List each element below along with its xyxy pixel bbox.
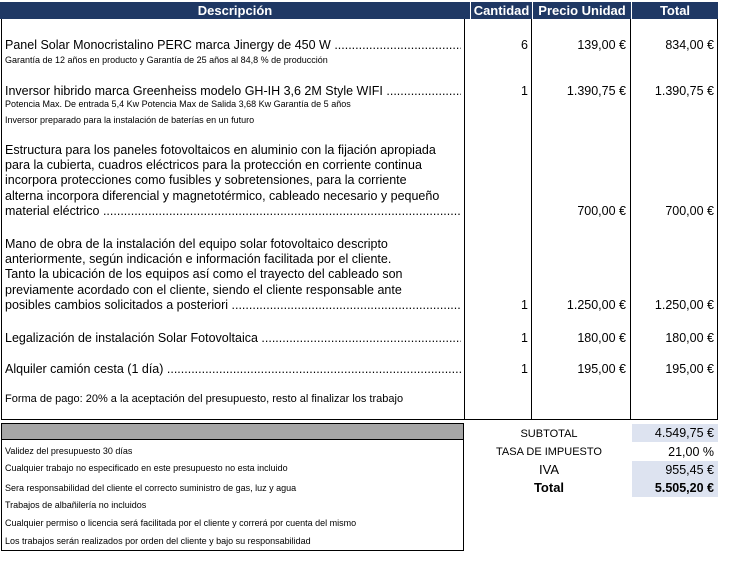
- item-3-price: 700,00 €: [577, 204, 626, 218]
- border-left: [1, 19, 2, 420]
- footer-note: Validez del presupuesto 30 días: [5, 446, 133, 456]
- item-6-total: 195,00 €: [665, 362, 714, 376]
- item-1-qty: 6: [521, 38, 528, 52]
- item-2-total: 1.390,75 €: [654, 84, 714, 98]
- payment-terms: Forma de pago: 20% a la aceptación del presupuesto, resto al finalizar los trabajo: [5, 393, 404, 405]
- footer-note: Trabajos de albañilería no incluidos: [5, 500, 147, 510]
- item-6-description: Alquiler camión cesta (1 día) .....: [5, 362, 461, 378]
- header-total: Total: [632, 2, 718, 19]
- border-price-right: [630, 19, 631, 420]
- item-4-line-4: previamente acordado con el cliente, siendo el cliente responsable ante: [5, 283, 402, 297]
- subtotal-label: SUBTOTAL: [520, 428, 578, 440]
- item-4-line-3: Tanto la ubicación de los equipos así como el trayecto del cableado son: [5, 267, 403, 281]
- item-4-qty: 1: [521, 298, 528, 312]
- grand-total-value: 5.505,20 €: [632, 479, 718, 497]
- item-3-line-2: para la cubierta, cuadros eléctricos para la protección en corriente continua: [5, 158, 422, 172]
- iva-label: IVA: [539, 462, 559, 477]
- item-5-qty: 1: [521, 331, 528, 345]
- item-6-qty: 1: [521, 362, 528, 376]
- item-2-note-1: Potencia Max. De entrada 5,4 Kw Potencia Max de Salida 3,68 Kw Garantía de 5 años: [5, 99, 351, 109]
- border-bottom: [1, 419, 718, 420]
- header-unit-price: Precio Unidad: [533, 2, 631, 19]
- item-4-total: 1.250,00 €: [654, 298, 714, 312]
- item-1-description: Panel Solar Monocristalino PERC marca Jinergy de 450 W .....: [5, 38, 461, 54]
- subtotal-value: 4.549,75 €: [632, 424, 718, 442]
- item-1-price: 139,00 €: [577, 38, 626, 52]
- tax-rate-label: TASA DE IMPUESTO: [496, 446, 602, 458]
- item-3-line-5: material eléctrico .....: [5, 204, 461, 220]
- border-desc-right: [464, 19, 465, 420]
- item-2-price: 1.390,75 €: [566, 84, 626, 98]
- iva-value: 955,45 €: [632, 461, 718, 479]
- header-quantity: Cantidad: [471, 2, 532, 19]
- item-1-note: Garantía de 12 años en producto y Garantía de 25 años al 84,8 % de producción: [5, 55, 328, 65]
- item-2-note-2: Inversor preparado para la instalación de baterías en un futuro: [5, 115, 255, 125]
- total-label: Total: [533, 480, 565, 495]
- item-3-total: 700,00 €: [665, 204, 714, 218]
- item-2-qty: 1: [521, 84, 528, 98]
- tax-rate-value: 21,00 %: [668, 445, 714, 459]
- item-5-price: 180,00 €: [577, 331, 626, 345]
- item-5-total: 180,00 €: [665, 331, 714, 345]
- border-qty-right: [531, 19, 532, 420]
- item-3-line-4: alterna incorpora diferencial y magnetotérmico, cableado necesario y pequeño: [5, 189, 440, 203]
- item-4-line-2: anteriormente, según indicación e información facilitada por el cliente.: [5, 252, 392, 266]
- footer-notes-box: [1, 440, 464, 551]
- item-3-line-1: Estructura para los paneles fotovoltaicos en aluminio con la fijación apropiada: [5, 143, 436, 157]
- item-1-total: 834,00 €: [665, 38, 714, 52]
- item-6-price: 195,00 €: [577, 362, 626, 376]
- item-3-line-3: incorpora protecciones como fusibles y sobretensiones, para la corriente: [5, 173, 407, 187]
- item-5-description: Legalización de instalación Solar Fotovoltaica .....: [5, 331, 461, 347]
- item-4-line-1: Mano de obra de la instalación del equipo solar fotovoltaico descripto: [5, 237, 388, 251]
- footer-note: Los trabajos serán realizados por orden del cliente y bajo su responsabilidad: [5, 536, 311, 546]
- header-description: Descripción: [0, 2, 470, 19]
- item-4-price: 1.250,00 €: [566, 298, 626, 312]
- footer-note: Cualquier permiso o licencia será facilitada por el cliente y correrá por cuenta del mismo: [5, 518, 357, 528]
- footer-note: Sera responsabilidad del cliente el correcto suministro de gas, luz y agua: [5, 483, 297, 493]
- separator-bar: [1, 423, 464, 440]
- item-4-line-5: posibles cambios solicitados a posteriori .....: [5, 298, 461, 314]
- border-right: [717, 19, 718, 420]
- item-2-description: Inversor hibrido marca Greenheiss modelo GH-IH 3,6 2M Style WIFI .....: [5, 84, 461, 100]
- footer-note: Cualquier trabajo no especificado en este presupuesto no esta incluido: [5, 463, 288, 473]
